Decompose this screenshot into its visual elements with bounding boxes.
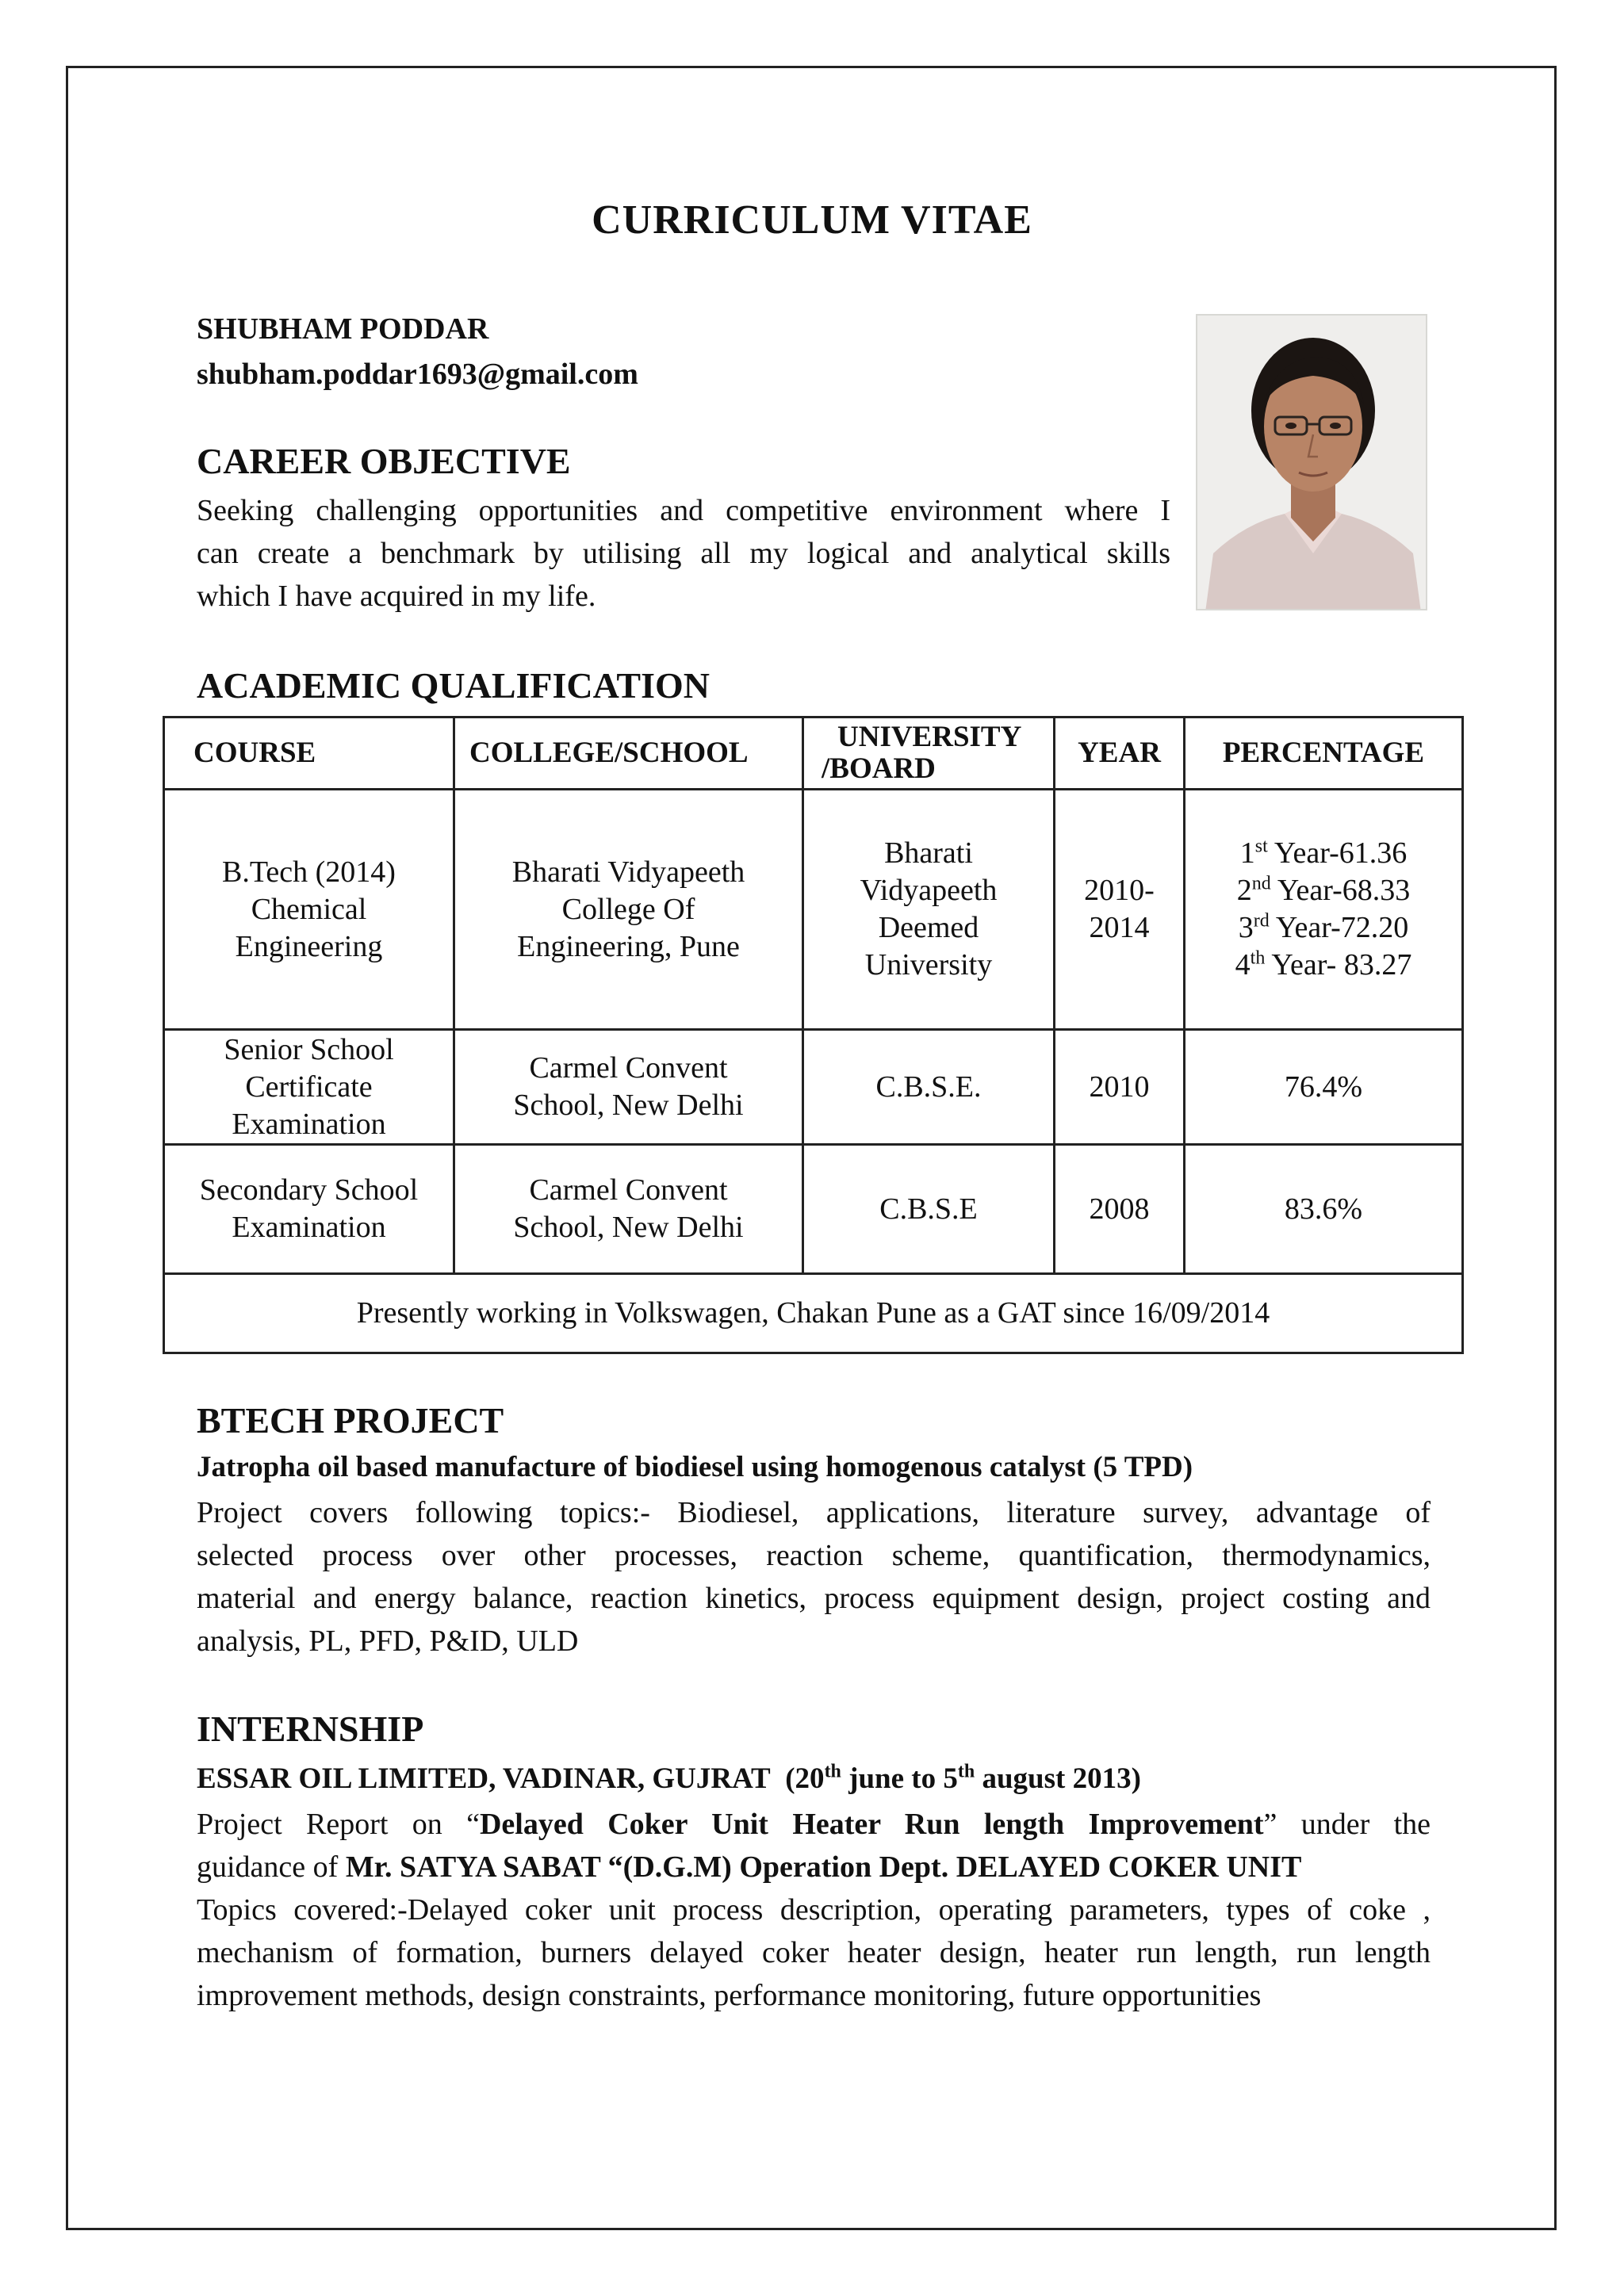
table-row	[164, 1030, 1463, 1145]
topics-line: mechanism of formation, burners delayed coker heater design, heater run length, run length	[197, 1936, 1431, 1969]
course-cell: Secondary School Examination	[164, 1145, 454, 1274]
internship-heading: INTERNSHIP	[197, 1709, 424, 1749]
board-cell: C.B.S.E.	[803, 1030, 1055, 1145]
objective-line: Seeking challenging opportunities and competitive environment where I	[197, 494, 1170, 527]
candidate-name: SHUBHAM PODDAR	[197, 312, 489, 346]
board-cell: Bharati Vidyapeeth Deemed University	[803, 790, 1055, 1030]
column-header: YEAR	[1055, 718, 1185, 790]
year-cell: 2010- 2014	[1055, 790, 1185, 1030]
internship-description	[197, 1803, 1431, 2017]
report-line: Project Report on “Delayed Coker Unit Heater Run length Improvement” under the	[197, 1808, 1431, 1841]
btech-project-heading: BTECH PROJECT	[197, 1400, 504, 1441]
project-line: analysis, PL, PFD, P&ID, ULD	[197, 1624, 579, 1658]
objective-line: can create a benchmark by utilising all my logical and analytical skills	[197, 537, 1170, 570]
person-photo-icon	[1197, 316, 1427, 610]
career-objective-heading: CAREER OBJECTIVE	[197, 441, 571, 481]
column-header: UNIVERSITY /BOARD	[803, 718, 1055, 790]
table-row	[164, 790, 1463, 1030]
topics-line: improvement methods, design constraints, performance monitoring, future opportunities	[197, 1979, 1262, 2012]
column-header: COURSE	[164, 718, 454, 790]
college-cell: Carmel Convent School, New Delhi	[454, 1145, 803, 1274]
academic-table	[163, 716, 1464, 1354]
project-line: material and energy balance, reaction kinetics, process equipment design, project costing and	[197, 1582, 1431, 1615]
table-footer-row	[164, 1274, 1463, 1353]
year-cell: 2010	[1055, 1030, 1185, 1145]
table-row	[164, 1145, 1463, 1274]
year-cell: 2008	[1055, 1145, 1185, 1274]
employment-note: Presently working in Volkswagen, Chakan Pune as a GAT since 16/09/2014	[164, 1274, 1463, 1353]
course-cell: Senior School Certificate Examination	[164, 1030, 454, 1145]
board-cell: C.B.S.E	[803, 1145, 1055, 1274]
college-cell: Bharati Vidyapeeth College Of Engineering, Pune	[454, 790, 803, 1030]
percentage-cell: 1st Year-61.36 2nd Year-68.33 3rd Year-72.20 4th Year- 83.27	[1185, 790, 1463, 1030]
candidate-email: shubham.poddar1693@gmail.com	[197, 358, 638, 391]
column-header: COLLEGE/SCHOOL	[454, 718, 803, 790]
table-header-row	[164, 718, 1463, 790]
project-line: selected process over other processes, reaction scheme, quantification, thermodynamics,	[197, 1539, 1431, 1572]
column-header: PERCENTAGE	[1185, 718, 1463, 790]
academic-heading: ACADEMIC QUALIFICATION	[197, 665, 710, 706]
btech-project-description	[197, 1491, 1431, 1663]
objective-line: which I have acquired in my life.	[197, 580, 596, 613]
percentage-cell: 83.6%	[1185, 1145, 1463, 1274]
topics-line: Topics covered:-Delayed coker unit process description, operating parameters, types of coke ,	[197, 1893, 1431, 1927]
course-cell: B.Tech (2014) Chemical Engineering	[164, 790, 454, 1030]
percentage-cell: 76.4%	[1185, 1030, 1463, 1145]
btech-project-title: Jatropha oil based manufacture of biodiesel using homogenous catalyst (5 TPD)	[197, 1451, 1193, 1483]
guidance-line: guidance of Mr. SATYA SABAT “(D.G.M) Operation Dept. DELAYED COKER UNIT	[197, 1850, 1302, 1884]
career-objective-text	[197, 489, 1170, 618]
project-line: Project covers following topics:- Biodiesel, applications, literature survey, advantage of	[197, 1496, 1431, 1529]
candidate-photo	[1196, 314, 1427, 610]
internship-company: ESSAR OIL LIMITED, VADINAR, GUJRAT (20th june to 5th august 2013)	[197, 1761, 1141, 1795]
college-cell: Carmel Convent School, New Delhi	[454, 1030, 803, 1145]
page-title: CURRICULUM VITAE	[592, 197, 1032, 243]
